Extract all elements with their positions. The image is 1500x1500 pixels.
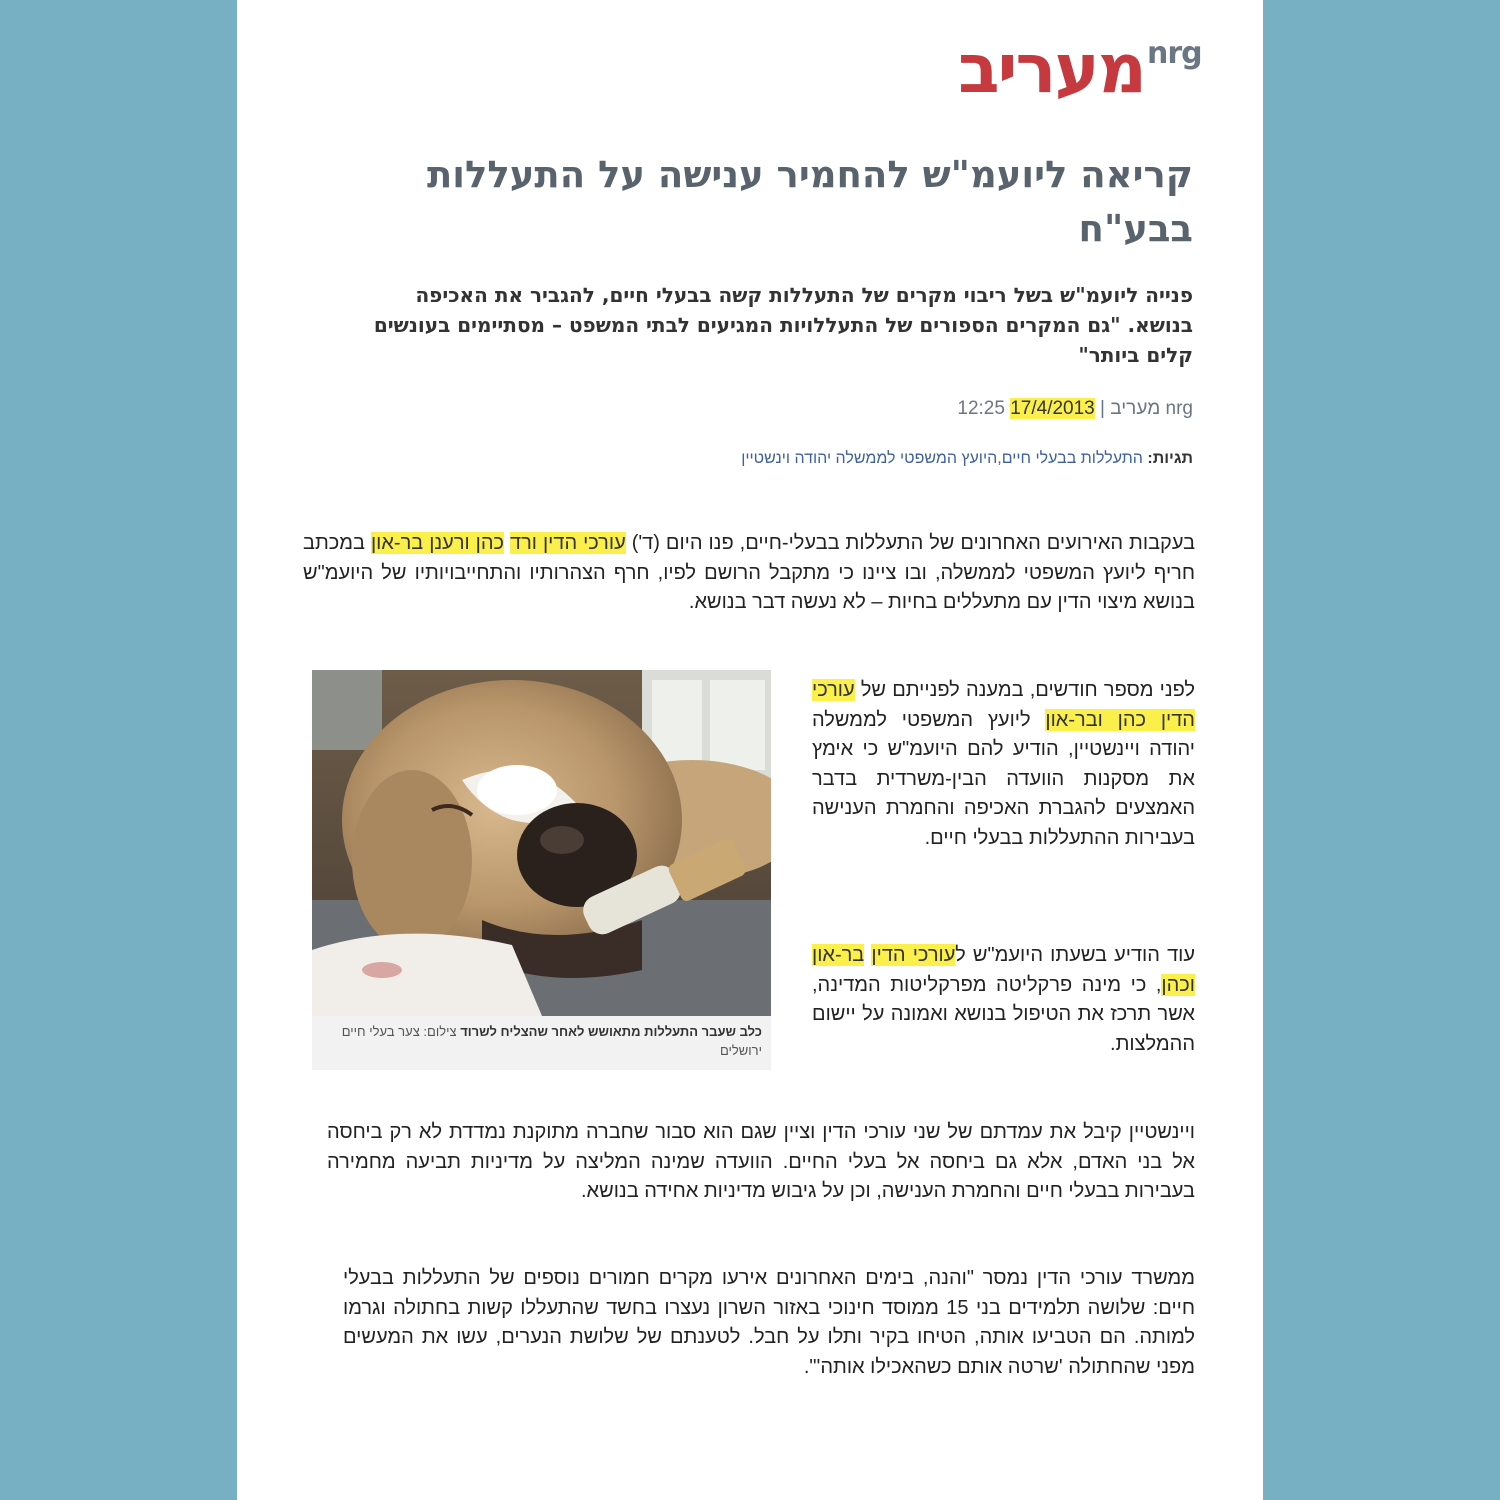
publish-date: 17/4/2013 xyxy=(1010,398,1095,419)
article-figure xyxy=(312,670,771,1070)
p1-text-a: בעקבות האירועים האחרונים של התעללות בבעלי-חיים, פנו היום (ד') xyxy=(625,532,1196,554)
tags-row xyxy=(437,450,1193,468)
p3-highlight-2: בר-און וכהן xyxy=(812,944,1195,996)
p1-highlight-1: עורכי הדין ורד xyxy=(510,532,626,554)
nrg-maariv-logo[interactable] xyxy=(933,30,1203,110)
document-sheet xyxy=(237,0,1263,1500)
paragraph-4: ויינשטיין קיבל את עמדתם של שני עורכי הדין וציין שגם הוא סבור שחברה מתוקנת נמדדת לא רק ביחסה אל בני האדם, אלא גם ביחסה אל בעלי החיים. הוועדה שמינה המליצה על מדיניות תביעה מחמירה בעבירות בבעלי חיים והחמרת הענישה, וכן על גיבוש מדיניות אחידה בנושא. xyxy=(327,1121,1195,1202)
dog-photo[interactable] xyxy=(312,670,771,1016)
article-meta xyxy=(537,398,1193,420)
publish-time: 12:25 xyxy=(957,398,1005,419)
p1-text-c: במכתב חריף ליועץ המשפטי לממשלה, ובו ציינו כי מתקבל הרושם לפיו, חרף הצהרותיו והתחייבויותיו של היועמ"ש בנושא מיצוי הדין עם מתעללים בחיות – לא נעשה דבר בנושא. xyxy=(303,532,1195,613)
dog-photo-illustration xyxy=(312,670,771,1016)
meta-separator: | xyxy=(1100,398,1105,419)
logo-nrg-text: nrg xyxy=(1147,36,1202,71)
p2-highlight: עורכי הדין כהן ובר-און xyxy=(812,679,1195,731)
caption-text: כלב שעבר התעללות מתאושש לאחר שהצליח לשרוד xyxy=(460,1024,762,1039)
tags-links[interactable]: התעללות בבעלי חיים,היועץ המשפטי לממשלה יהודה וינשטיין xyxy=(741,450,1143,467)
p3-text-c: , כי מינה פרקליטה מפרקליטות המדינה, אשר תרכז את הטיפול בנושא ואמונה על יישום ההמלצות. xyxy=(812,973,1195,1055)
article-title: קריאה ליועמ"ש להחמיר ענישה על התעללות בבע"ח xyxy=(427,153,1193,250)
logo-maariv-text: מעריב xyxy=(958,30,1145,109)
p3-highlight-1: עורכי הדין xyxy=(871,944,956,966)
p2-text-a: לפני מספר חודשים, במענה לפנייתם של xyxy=(854,679,1195,701)
caption-credit: צילום: צער בעלי חיים ירושלים xyxy=(341,1024,762,1058)
paragraph-2 xyxy=(812,676,1195,853)
source-label[interactable]: nrg מעריב xyxy=(1110,398,1193,419)
p2-text-b: ליועץ המשפטי לממשלה יהודה ויינשטיין, הודיע להם היועמ"ש כי אימץ את מסקנות הוועדה הבין-משרדית בדבר האמצעים להגברת האכיפה והחמרת הענישה בעבירות ההתעללות בבעלי חיים. xyxy=(812,708,1195,849)
paragraph-5: ממשרד עורכי הדין נמסר "והנה, בימים האחרונים אירעו מקרים חמורים נוספים של התעללות בבעלי חיים: שלושה תלמידים בני 15 ממוסד חינוכי באזור השרון נעצרו בחשד שהתעללו קשות בחתולה וגרמו למותה. הם הטביעו אותה, הטיחו בקיר ותלו על חבל. לטענתם של שלושת הנערים, עשו את המעשים מפני שהחתולה 'שרטה אותם כשהאכילו אותה'". xyxy=(343,1267,1195,1378)
paragraph-1 xyxy=(303,529,1195,618)
paragraph-3 xyxy=(812,941,1195,1059)
p1-highlight-2: כהן ורענן בר-און xyxy=(370,532,505,554)
article-lead: פנייה ליועמ"ש בשל ריבוי מקרים של התעללות קשה בבעלי חיים, להגביר את האכיפה בנושא. "גם המקרים הספורים של התעללויות המגיעים לבתי המשפט – מסתיימים בעונשים קלים ביותר" xyxy=(373,283,1193,367)
photo-caption xyxy=(322,1022,762,1060)
tags-label: תגיות: xyxy=(1147,450,1193,467)
p3-text-a: עוד הודיע בשעתו היועמ"ש ל xyxy=(955,944,1195,966)
